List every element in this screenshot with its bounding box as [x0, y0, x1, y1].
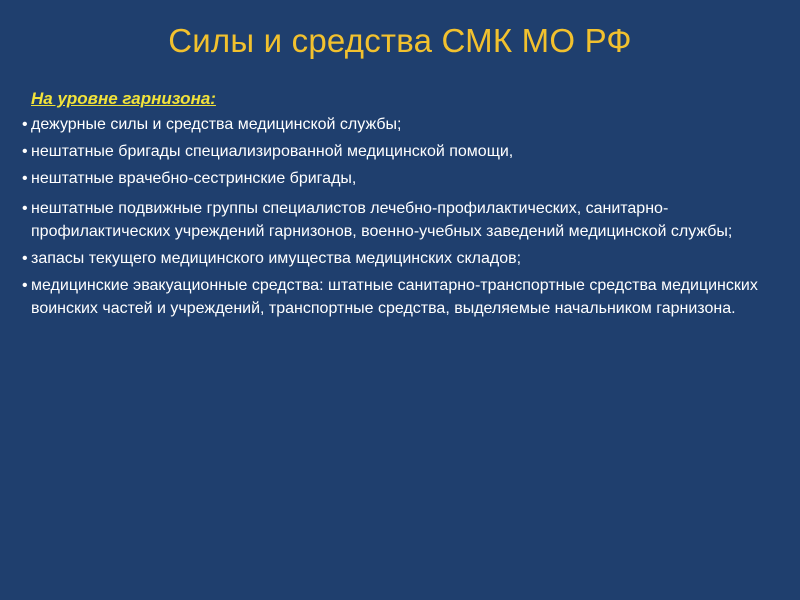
bullet-text: запасы текущего медицинского имущества медицинских складов;	[31, 250, 522, 267]
bullet-item-nursing-teams	[22, 167, 792, 190]
bullet-text: нештатные врачебно-сестринские бригады,	[31, 170, 357, 187]
bullet-icon: •	[22, 116, 28, 133]
bullet-item-mobile-groups	[22, 197, 792, 243]
bullet-item-duty-forces	[22, 113, 792, 136]
bullet-icon: •	[22, 170, 28, 187]
bullet-item-supplies	[22, 247, 792, 270]
bullet-text: дежурные силы и средства медицинской службы;	[31, 116, 402, 133]
bullet-icon: •	[22, 143, 28, 160]
bullet-text: нештатные подвижные группы специалистов лечебно-профилактических, санитарно-профилактических учреждений гарнизонов, военно-учебных заведений медицинской службы;	[31, 200, 733, 240]
bullet-text: нештатные бригады специализированной медицинской помощи,	[31, 143, 514, 160]
slide-title: Силы и средства СМК МО РФ	[168, 22, 632, 59]
bullet-item-specialized-teams	[22, 140, 792, 163]
bullet-text: медицинские эвакуационные средства: штатные санитарно-транспортные средства медицинских воинских частей и учреждений, транспортные средства, выделяемые начальником гарнизона.	[31, 277, 758, 317]
bullet-item-evacuation	[22, 274, 792, 320]
bullet-icon: •	[22, 250, 28, 267]
bullet-icon: •	[22, 200, 28, 217]
bullet-list	[22, 113, 792, 324]
bullet-icon: •	[22, 277, 28, 294]
slide-subtitle: На уровне гарнизона:	[31, 89, 216, 108]
